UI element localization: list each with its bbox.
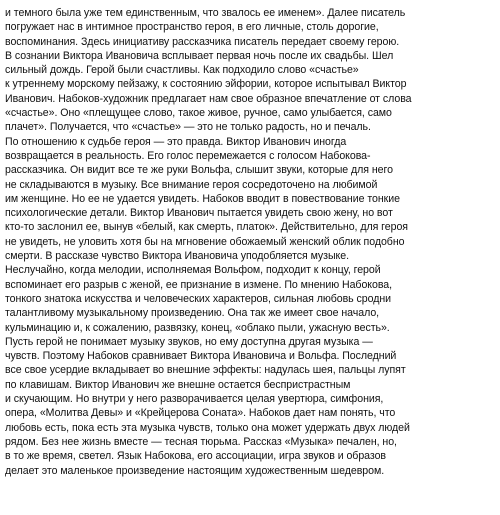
text-line: опера, «Молитва Девы» и «Крейцерова Соната». Набоков дает нам понять, что — [5, 407, 396, 420]
text-line: не увидеть, не уловить хотя бы на мгновение обожаемый женский облик подобно — [5, 235, 405, 248]
text-line: плачет». Получается, что «счастье» — это не только радость, но и печаль. — [5, 121, 371, 134]
text-line: любовь есть, пока есть эта музыка чувств, только она может удержать двух людей — [5, 421, 410, 434]
text-line: кульминацию и, к сожалению, развязку, конец, «облако пыли, ужасную весть». — [5, 321, 390, 334]
text-line: погружает нас в интимное пространство героя, в его личные, столь дорогие, — [5, 21, 379, 34]
document-page — [5, 6, 495, 511]
text-line: тонкого знатока искусства и человеческих характеров, сильная любовь сродни — [5, 292, 392, 305]
text-line: Пусть герой не понимает музыку звуков, но ему доступна другая музыка — — [5, 335, 373, 348]
text-line: им женщине. Но ее не удается увидеть. Набоков вводит в повествование тонкие — [5, 192, 400, 205]
text-line: воспоминания. Здесь инициативу рассказчика писатель передает своему герою. — [5, 35, 400, 48]
text-line: психологические детали. Виктор Иванович пытается увидеть свою жену, но вот — [5, 207, 393, 220]
text-line: чувств. Поэтому Набоков сравнивает Виктора Ивановича и Вольфа. Последний — [5, 350, 397, 363]
text-line: сильный дождь. Герой были счастливы. Как подходило слово «счастье» — [5, 64, 359, 77]
essay-text — [5, 6, 495, 478]
text-line: и темного была уже тем единственным, что звалось ее именем». Далее писатель — [5, 7, 406, 19]
text-line: возвращается в реальность. Его голос перемежается с голосом Набокова- — [5, 149, 371, 162]
text-line: в то же время, светел. Язык Набокова, его ассоциации, игра звуков и образов — [5, 450, 386, 463]
text-line: вспоминает его разрыв с женой, ее признание в измене. По мнению Набокова, — [5, 278, 393, 291]
text-line: По отношению к судьбе героя — это правда. Виктор Иванович иногда — [5, 135, 347, 148]
text-line: к утреннему морскому пейзажу, к состоянию эйфории, которое испытывал Виктор — [5, 78, 407, 91]
text-line: делает это маленькое произведение настоящим художественным шедевром. — [5, 464, 385, 477]
text-line: по клавишам. Виктор Иванович же внешне остается беспристрастным — [5, 378, 351, 391]
text-line: «счастье». Оно «плещущее слово, такое живое, ручное, само улыбается, само — [5, 107, 392, 120]
text-line: рассказчика. Он видит все те же руки Вольфа, слышит звуки, которые для него — [5, 164, 393, 177]
text-line: В сознании Виктора Ивановича всплывает первая ночь после их свадьбы. Шел — [5, 49, 394, 62]
text-line: все свое усердие вкладывает во внешние эффекты: надулась шея, пальцы лупят — [5, 364, 406, 377]
text-line: рядом. Без нее жизнь вместе — тесная тюрьма. Рассказ «Музыка» печален, но, — [5, 435, 397, 448]
text-line: талантливому музыкальному произведению. Она так же имеет свое начало, — [5, 307, 380, 320]
text-line: Неслучайно, когда мелодии, исполняемая Вольфом, подходит к концу, герой — [5, 264, 381, 277]
text-line: и скучающим. Но внутри у него разворачивается целая увертюра, симфония, — [5, 393, 384, 406]
text-line: кто-то заслонил ее, вынув «белый, как смерть, платок». Действительно, для героя — [5, 221, 408, 234]
text-line: смерти. В рассказе чувство Виктора Ивановича уподобляется музыке. — [5, 250, 349, 263]
text-line: не складываются в музыку. Все внимание героя сосредоточено на любимой — [5, 178, 378, 191]
text-line: Иванович. Набоков-художник предлагает нам свое образное впечатление от слова — [5, 92, 412, 105]
